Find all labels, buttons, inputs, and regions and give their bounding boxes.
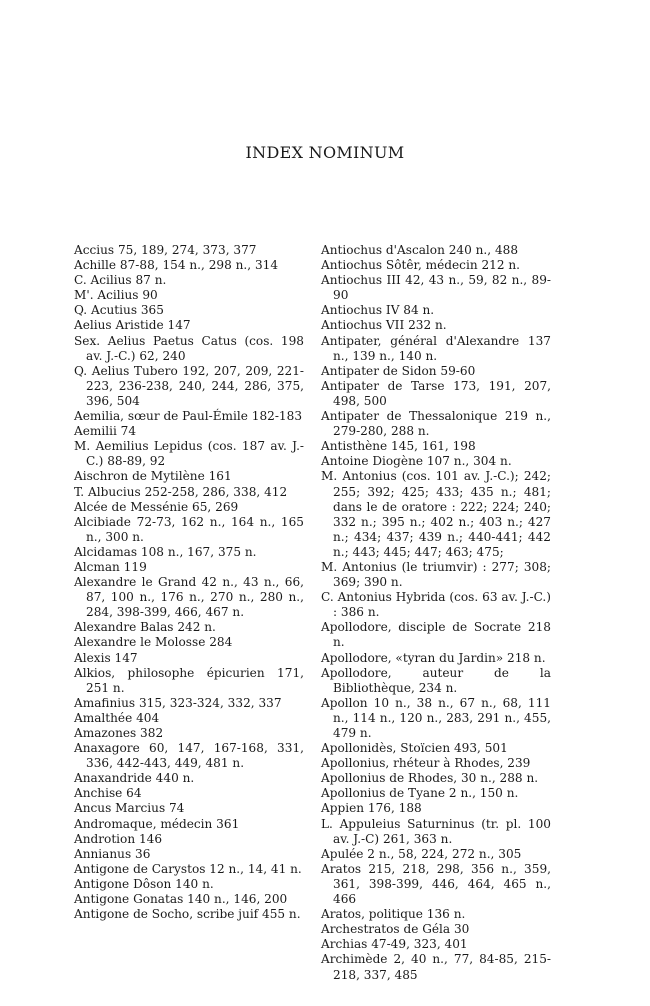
index-entry: M. Aemilius Lepidus (cos. 187 av. J.-C.) 88-89, 92 bbox=[74, 439, 304, 469]
index-entry: Q. Acutius 365 bbox=[74, 303, 164, 318]
index-entry: Apollonius de Rhodes, 30 n., 288 n. bbox=[321, 771, 539, 786]
index-entry: Aratos 215, 218, 298, 356 n., 359, 361, 398-399, 446, 464, 465 n., 466 bbox=[321, 861, 551, 907]
index-entry: Q. Aelius Tubero 192, 207, 209, 221-223, 236-238, 240, 244, 286, 375, 396, 504 bbox=[74, 363, 304, 408]
index-entry: Aemilia, sœur de Paul-Émile 182-183 bbox=[74, 409, 303, 424]
index-left-column bbox=[74, 243, 304, 922]
index-entry: Aemilii 74 bbox=[74, 424, 137, 439]
index-entry: T. Albucius 252-258, 286, 338, 412 bbox=[74, 484, 288, 499]
index-entry: Archimède 2, 40 n., 77, 84-85, 215-218, 337, 485 bbox=[321, 952, 551, 982]
index-entry: Aratos, politique 136 n. bbox=[321, 907, 466, 922]
index-entry: Antiochus Sôtêr, médecin 212 n. bbox=[321, 258, 521, 273]
index-entry: Amafinius 315, 323-324, 332, 337 bbox=[74, 695, 282, 710]
index-entry: Amalthée 404 bbox=[74, 710, 160, 725]
index-entry: Antigone Gonatas 140 n., 146, 200 bbox=[74, 892, 288, 907]
index-entry: Antiochus VII 232 n. bbox=[321, 318, 447, 333]
index-entry: Antipater de Sidon 59-60 bbox=[321, 363, 476, 378]
index-entry: C. Acilius 87 n. bbox=[74, 273, 167, 288]
index-entry: Apollon 10 n., 38 n., 67 n., 68, 111 n., 114 n., 120 n., 283, 291 n., 455, 479 n. bbox=[321, 695, 551, 740]
index-entry: C. Antonius Hybrida (cos. 63 av. J.-C.) : 386 n. bbox=[321, 590, 551, 620]
index-entry: Achille 87-88, 154 n., 298 n., 314 bbox=[74, 258, 279, 273]
index-entry: Alexandre le Grand 42 n., 43 n., 66, 87, 100 n., 176 n., 270 n., 280 n., 284, 398-399, 466, 467 n. bbox=[74, 575, 304, 620]
index-entry: Alexandre le Molosse 284 bbox=[74, 635, 233, 650]
index-entry: Andromaque, médecin 361 bbox=[74, 816, 240, 831]
index-entry: Antiochus IV 84 n. bbox=[321, 303, 435, 318]
index-entry: Ancus Marcius 74 bbox=[74, 801, 185, 816]
index-entry: Apollonius, rhéteur à Rhodes, 239 bbox=[321, 756, 531, 771]
index-entry: Antigone de Socho, scribe juif 455 n. bbox=[74, 907, 301, 922]
index-entry: Apollonius de Tyane 2 n., 150 n. bbox=[321, 786, 519, 801]
index-entry: M. Antonius (cos. 101 av. J.-C.); 242; 255; 392; 425; 433; 435 n.; 481; dans le de oratore : 222; 224; 240; 332 n.; 395 n.; 402 n.; 403 n.; 427 n.; 434; 437; 439 n.; 440-441; 442 n.; 443; 445; 447; 463; 475; bbox=[321, 469, 551, 559]
index-entry: Accius 75, 189, 274, 373, 377 bbox=[74, 243, 257, 257]
index-entry: Apollonidès, Stoïcien 493, 501 bbox=[321, 741, 508, 756]
index-entry: M'. Acilius 90 bbox=[74, 288, 158, 303]
index-entry: Annianus 36 bbox=[74, 846, 151, 861]
index-entry: Anchise 64 bbox=[74, 786, 142, 801]
index-entry: Alcidamas 108 n., 167, 375 n. bbox=[74, 544, 257, 559]
index-right-column bbox=[321, 243, 551, 983]
index-entry: Alkios, philosophe épicurien 171, 251 n. bbox=[74, 665, 304, 695]
index-entry: Archias 47-49, 323, 401 bbox=[321, 937, 468, 952]
index-entry: Antipater de Tarse 173, 191, 207, 498, 500 bbox=[321, 378, 551, 408]
index-entry: Sex. Aelius Paetus Catus (cos. 198 av. J.-C.) 62, 240 bbox=[74, 333, 304, 363]
index-entry: Antigone Dôson 140 n. bbox=[74, 876, 214, 891]
index-entry: Apollodore, «tyran du Jardin» 218 n. bbox=[321, 650, 546, 665]
index-entry: Amazones 382 bbox=[74, 726, 164, 740]
index-entry: Appien 176, 188 bbox=[321, 801, 422, 816]
index-entry: Antisthène 145, 161, 198 bbox=[321, 439, 476, 454]
index-entry: Apollodore, auteur de la Bibliothèque, 234 n. bbox=[321, 665, 551, 695]
index-entry: Alcée de Messénie 65, 269 bbox=[74, 499, 239, 514]
index-entry: Apollodore, disciple de Socrate 218 n. bbox=[321, 620, 551, 650]
index-entry: Alexandre Balas 242 n. bbox=[74, 620, 216, 635]
index-entry: Aischron de Mytilène 161 bbox=[74, 469, 232, 484]
index-entry: Antiochus III 42, 43 n., 59, 82 n., 89-90 bbox=[321, 273, 551, 303]
index-entry: Aelius Aristide 147 bbox=[74, 318, 191, 333]
index-entry: M. Antonius (le triumvir) : 277; 308; 369; 390 n. bbox=[321, 559, 551, 590]
index-entry: Archestratos de Géla 30 bbox=[321, 922, 470, 937]
index-entry: Antigone de Carystos 12 n., 14, 41 n. bbox=[74, 861, 302, 876]
index-entry: Apulée 2 n., 58, 224, 272 n., 305 bbox=[321, 846, 522, 861]
page-title: INDEX NOMINUM bbox=[245, 143, 405, 162]
index-entry: Anaxagore 60, 147, 167-168, 331, 336, 442-443, 449, 481 n. bbox=[74, 741, 304, 771]
index-entry: Alcman 119 bbox=[74, 559, 147, 574]
index-entry: Antoine Diogène 107 n., 304 n. bbox=[321, 454, 512, 469]
index-entry: L. Appuleius Saturninus (tr. pl. 100 av. J.-C) 261, 363 n. bbox=[321, 816, 551, 846]
index-entry: Alexis 147 bbox=[74, 650, 138, 665]
index-entry: Androtion 146 bbox=[74, 831, 163, 846]
index-entry: Antipater, général d'Alexandre 137 n., 139 n., 140 n. bbox=[321, 333, 551, 363]
index-entry: Anaxandride 440 n. bbox=[74, 771, 195, 786]
index-entry: Alcibiade 72-73, 162 n., 164 n., 165 n., 300 n. bbox=[74, 514, 304, 544]
index-entry: Antiochus d'Ascalon 240 n., 488 bbox=[321, 243, 519, 257]
index-entry: Antipater de Thessalonique 219 n., 279-280, 288 n. bbox=[321, 409, 551, 439]
